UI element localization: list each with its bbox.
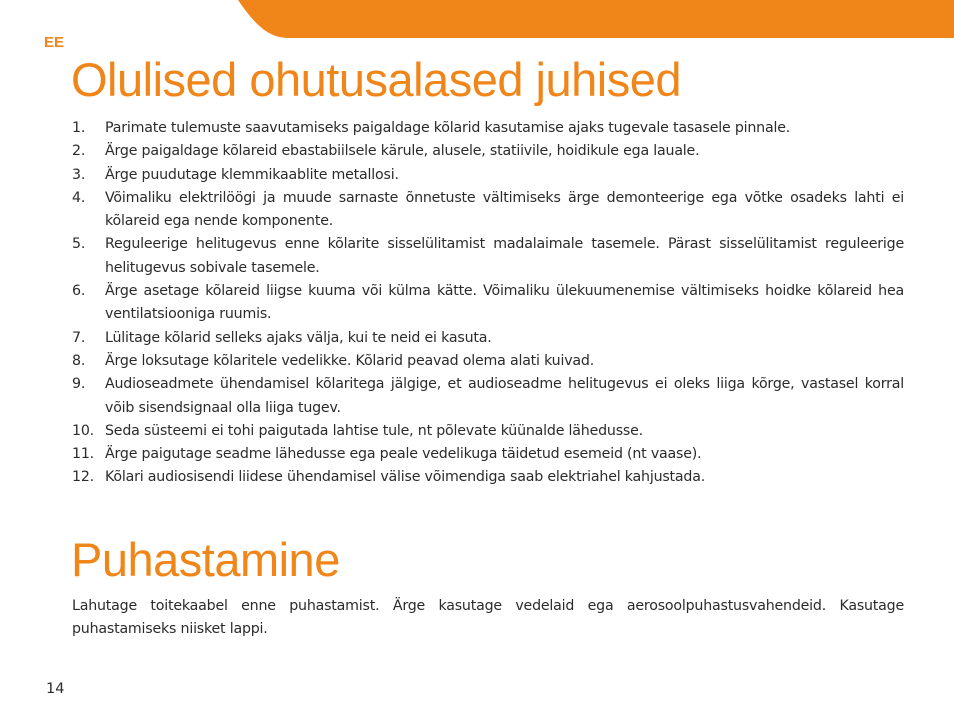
safety-instruction-number: 1.: [72, 120, 86, 136]
safety-instruction-number: 7.: [72, 329, 86, 346]
safety-instruction-number: 11.: [72, 446, 94, 463]
safety-instructions-list: [72, 117, 904, 490]
safety-instruction-number: 8.: [72, 352, 86, 369]
cleaning-instructions: Lahutage toitekaabel enne puhastamist. Ärge kasutage vedelaid ega aerosoolpuhastusvahendeid. Kasutage puhastamiseks niisket lappi.: [72, 598, 904, 638]
safety-instruction-text: Ärge asetage kõlareid liigse kuuma või külma kätte. Võimaliku ülekuumenemise vältimiseks hoidke kõlareid hea ventilatsiooniga ruumis.: [105, 283, 904, 323]
safety-instruction-item: [72, 373, 904, 420]
safety-instruction-text: Ärge puudutage klemmikaablite metallosi.: [105, 166, 399, 183]
safety-instruction-item: [72, 466, 904, 489]
safety-instruction-number: 2.: [72, 143, 86, 160]
safety-instruction-number: 6.: [72, 283, 86, 300]
safety-heading: Olulised ohutusalased juhised: [71, 53, 681, 106]
safety-instruction-item: [72, 140, 904, 163]
safety-instruction-item: [72, 327, 904, 350]
safety-instruction-number: 4.: [72, 189, 86, 206]
safety-instruction-item: [72, 117, 904, 140]
safety-instruction-text: Reguleerige helitugevus enne kõlarite sisselülitamist madalaimale tasemele. Pärast sisselülitamist reguleerige helitugevus sobivale tasemele.: [105, 236, 904, 276]
safety-instruction-item: [72, 420, 904, 443]
safety-instruction-item: [72, 164, 904, 187]
safety-instruction-text: Kõlari audiosisendi liidese ühendamisel välise võimendiga saab elektriahel kahjustada.: [105, 469, 706, 486]
header-accent-shape: [238, 0, 954, 38]
safety-instruction-item: [72, 233, 904, 280]
safety-instruction-number: 5.: [72, 236, 86, 253]
safety-instruction-text: Ärge paigutage seadme lähedusse ega peale vedelikuga täidetud esemeid (nt vaase).: [105, 446, 702, 463]
language-tag: EE: [44, 34, 65, 51]
header-accent-band: [0, 0, 954, 38]
safety-instruction-item: [72, 280, 904, 327]
safety-instruction-number: 12.: [72, 469, 94, 486]
safety-instruction-text: Audioseadmete ühendamisel kõlaritega jälgige, et audioseadme helitugevus ei oleks liiga kõrge, vastasel korral võib sisendsignaal olla liiga tugev.: [105, 376, 904, 416]
safety-instruction-item: [72, 187, 904, 234]
safety-instruction-item: [72, 350, 904, 373]
safety-instruction-item: [72, 443, 904, 466]
safety-instruction-number: 3.: [72, 166, 86, 183]
safety-instruction-text: Parimate tulemuste saavutamiseks paigaldage kõlarid kasutamise ajaks tugevale tasasele pinnale.: [105, 120, 791, 136]
safety-instruction-text: Ärge paigaldage kõlareid ebastabiilsele kärule, alusele, statiivile, hoidikule ega lauale.: [105, 143, 700, 160]
safety-instruction-text: Ärge loksutage kõlaritele vedelikke. Kõlarid peavad olema alati kuivad.: [105, 352, 595, 369]
safety-instruction-text: Seda süsteemi ei tohi paigutada lahtise tule, nt põlevate küünalde lähedusse.: [105, 422, 643, 439]
cleaning-heading: Puhastamine: [71, 533, 340, 586]
safety-instruction-text: Lülitage kõlarid selleks ajaks välja, kui te neid ei kasuta.: [105, 329, 492, 346]
safety-instruction-number: 10.: [72, 422, 94, 439]
safety-instruction-number: 9.: [72, 376, 86, 393]
page-number: 14: [46, 681, 65, 697]
safety-instruction-text: Võimaliku elektrilöögi ja muude sarnaste õnnetuste vältimiseks ärge demonteerige ega võtke osadeks lahti ei kõlareid ega nende komponente.: [105, 189, 904, 230]
